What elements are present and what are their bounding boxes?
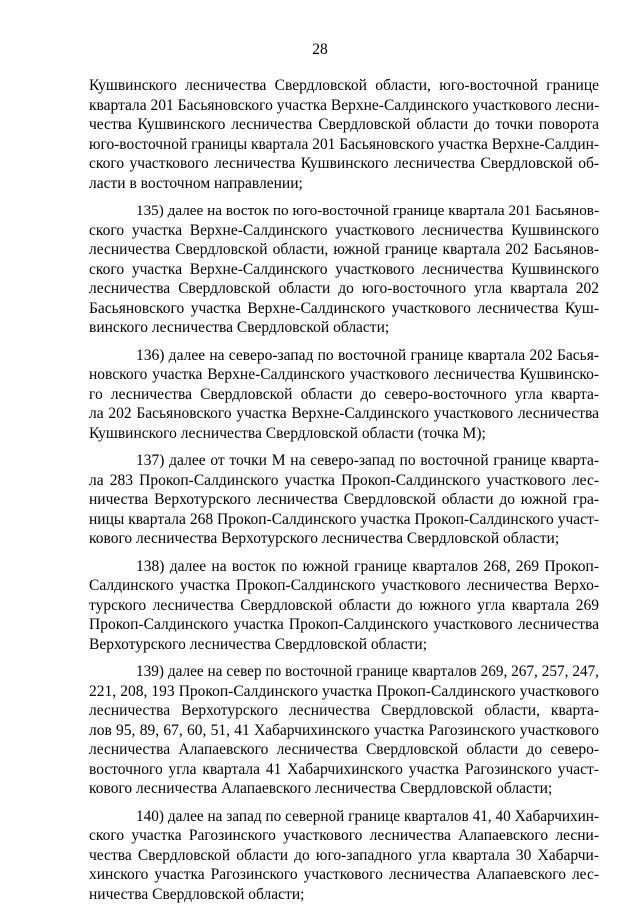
text-line: Салдинского участка Прокоп-Салдинского участкового лесничества Верхо- xyxy=(89,577,599,594)
document-body xyxy=(89,76,599,904)
text-line: Верхотурского лесничества Свердловской области; xyxy=(89,635,428,653)
text-line: ла 202 Басьяновского участка Верхне-Салдинского участкового лесничества xyxy=(89,405,599,422)
text-line: хинского участка Рагозинского участкового лесничества Алапаевского лес- xyxy=(89,866,599,883)
text-line: кового лесничества Верхотурского лесничества Свердловской области; xyxy=(89,530,560,547)
text-line: ского участка Рагозинского участкового лесничества Алапаевского лесни- xyxy=(89,827,599,844)
text-line: ничества Верхотурского лесничества Свердловской области до южной гра- xyxy=(89,491,599,508)
paragraph-137 xyxy=(89,451,599,549)
text-line: 137) далее от точки М на северо-запад по восточной границе кварта- xyxy=(136,452,599,469)
text-line: 221, 208, 193 Прокоп-Салдинского участка Прокоп-Салдинского участкового xyxy=(89,682,599,700)
text-line: 139) далее на север по восточной границе кварталов 269, 267, 257, 247, xyxy=(136,663,599,680)
paragraph-continuation xyxy=(89,76,599,193)
text-line: турского лесничества Свердловской области до южного угла квартала 269 xyxy=(89,596,599,614)
page-number: 28 xyxy=(312,41,328,58)
paragraph-139 xyxy=(89,662,599,799)
text-line: ницы квартала 268 Прокоп-Салдинского участка Прокоп-Салдинского участ- xyxy=(89,510,599,528)
text-line: ского участкового лесничества Кушвинского лесничества Свердловской об- xyxy=(89,155,599,172)
text-line: ла 283 Прокоп-Салдинского участка Прокоп-Салдинского участкового лес- xyxy=(89,471,599,489)
text-line: ласти в восточном направлении; xyxy=(89,174,303,192)
text-line: го лесничества Свердловской области до северо-восточного угла кварта- xyxy=(89,385,599,403)
text-line: ничества Свердловской области; xyxy=(89,885,305,903)
text-line: ского участка Верхне-Салдинского участкового лесничества Кушвинского xyxy=(89,260,599,278)
paragraph-138 xyxy=(89,557,599,655)
text-line: лесничества Алапаевского лесничества Свердловской области до северо- xyxy=(89,741,599,758)
text-line: винского лесничества Свердловской области; xyxy=(89,319,390,336)
text-line: квартала 201 Басьяновского участка Верхне-Салдинского участкового лесни- xyxy=(89,96,600,114)
text-line: чества Свердловской области до юго-западного угла квартала 30 Хабарчи- xyxy=(89,846,599,864)
text-line: Прокоп-Салдинского участка Прокоп-Салдинского участкового лесничества xyxy=(89,616,599,633)
text-line: чества Кушвинского лесничества Свердловской области до точки поворота xyxy=(89,116,599,133)
text-line: новского участка Верхне-Салдинского участкового лесничества Кушвинско- xyxy=(89,366,599,383)
text-line: Басьяновского участка Верхне-Салдинского участкового лесничества Куш- xyxy=(89,299,599,317)
text-line: Кушвинского лесничества Свердловской области (точка М); xyxy=(89,424,486,442)
text-line: восточного угла квартала 41 Хабарчихинского участка Рагозинского участ- xyxy=(89,760,599,778)
text-line: лов 95, 89, 67, 60, 51, 41 Хабарчихинского участка Рагозинского участкового xyxy=(89,721,599,739)
text-line: 138) далее на восток по южной границе кварталов 268, 269 Прокоп- xyxy=(136,557,599,575)
paragraph-135 xyxy=(89,201,599,338)
text-line: юго-восточной границы квартала 201 Басьяновского участка Верхне-Салдин- xyxy=(89,135,599,153)
text-line: 135) далее на восток по юго-восточной границе квартала 201 Басьянов- xyxy=(136,202,599,219)
text-line: ского участка Верхне-Салдинского участкового лесничества Кушвинского xyxy=(89,221,599,239)
paragraph-136 xyxy=(89,346,599,444)
text-line: лесничества Верхотурского лесничества Свердловской области, кварта- xyxy=(89,702,599,719)
text-line: лесничества Свердловской области до юго-восточного угла квартала 202 xyxy=(89,280,599,297)
paragraph-140 xyxy=(89,807,599,905)
text-line: кового лесничества Алапаевского лесничества Свердловской области; xyxy=(89,780,553,797)
text-line: Кушвинского лесничества Свердловской области, юго-восточной границе xyxy=(89,77,599,94)
text-line: 140) далее на запад по северной границе кварталов 41, 40 Хабарчихин- xyxy=(136,807,599,825)
text-line: лесничества Свердловской области, южной границе квартала 202 Басьянов- xyxy=(89,241,599,258)
text-line: 136) далее на северо-запад по восточной границе квартала 202 Басья- xyxy=(136,346,599,364)
